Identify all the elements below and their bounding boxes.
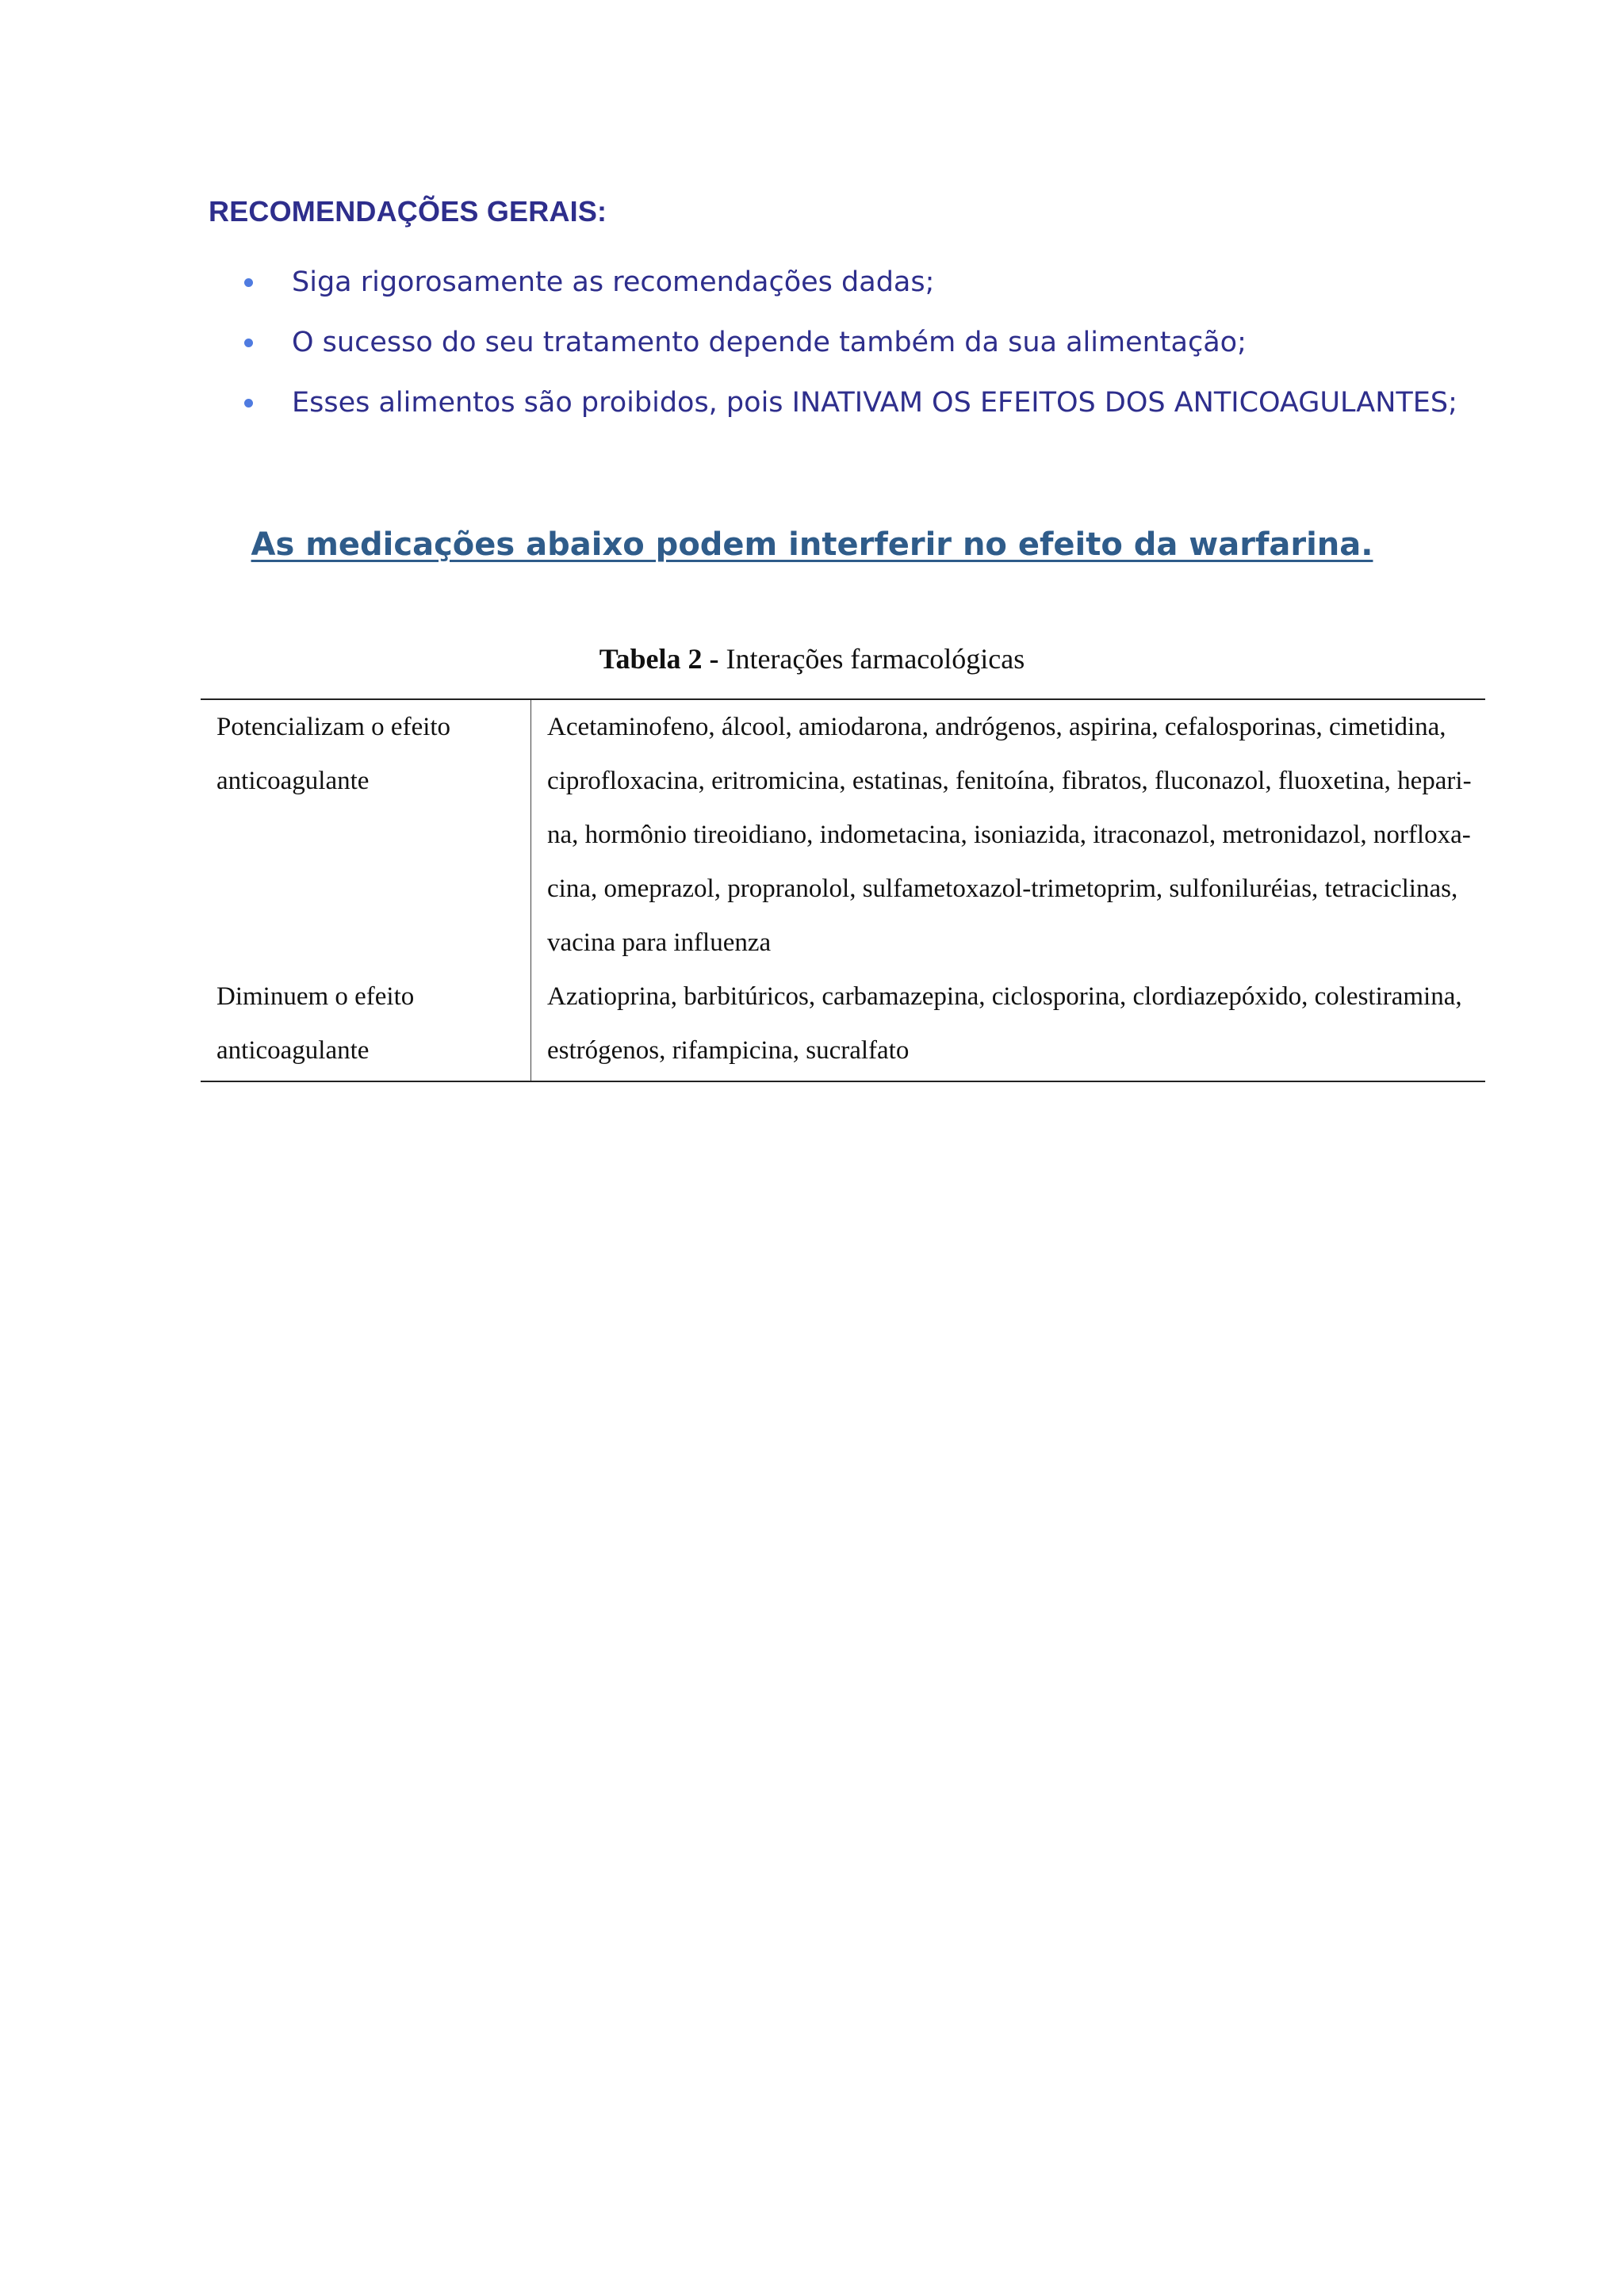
row-label-cell: [201, 699, 531, 970]
drug-interactions-table: [201, 698, 1485, 1082]
bullet-icon: [244, 399, 253, 408]
drug-list-line: estrógenos, rifampicina, sucralfato: [547, 1036, 910, 1065]
bullet-icon: [244, 339, 253, 347]
list-item-text: O sucesso do seu tratamento depende também da sua alimentação;: [292, 327, 1247, 358]
table-row: [201, 970, 1485, 1081]
row-label-cell: [201, 970, 531, 1081]
row-label-line: anticoagulante: [216, 767, 370, 795]
page-title: As medicações abaixo podem interferir no efeito da warfarina.: [251, 526, 1373, 563]
bullet-icon: [244, 278, 253, 287]
row-label-line: anticoagulante: [216, 1036, 370, 1065]
list-item: [238, 373, 1457, 433]
drug-list-line: na, hormônio tireoidiano, indometacina, isoniazida, itraconazol, metronidazol, norfloxa-: [547, 821, 1471, 849]
table-caption-label: Tabela 2 -: [599, 643, 719, 675]
drug-list-line: cina, omeprazol, propranolol, sulfametoxazol-trimetoprim, sulfoniluréias, tetraciclinas,: [547, 874, 1458, 903]
list-item-text: Esses alimentos são proibidos, pois INATIVAM OS EFEITOS DOS ANTICOAGULANTES;: [292, 387, 1457, 419]
drug-list-cell: [531, 699, 1486, 970]
table-caption: [0, 642, 1624, 675]
drug-list-line: vacina para influenza: [547, 928, 772, 957]
list-item: [238, 312, 1457, 373]
recommendations-list: [238, 252, 1457, 433]
list-item: [238, 252, 1457, 312]
drug-list-cell: [531, 970, 1486, 1081]
recommendations-heading: RECOMENDAÇÕES GERAIS:: [209, 195, 607, 228]
drug-list-line: Azatioprina, barbitúricos, carbamazepina, ciclosporina, clordiazepóxido, colestiramina,: [547, 982, 1462, 1011]
list-item-text: Siga rigorosamente as recomendações dadas;: [292, 266, 935, 298]
table-row: [201, 699, 1485, 970]
drug-list-line: Acetaminofeno, álcool, amiodarona, andrógenos, aspirina, cefalosporinas, cimetidina,: [547, 713, 1446, 741]
row-label-line: Diminuem o efeito: [216, 982, 415, 1011]
drug-list-line: ciprofloxacina, eritromicina, estatinas, fenitoína, fibratos, fluconazol, fluoxetina, hepari-: [547, 767, 1472, 795]
row-label-line: Potencializam o efeito: [216, 713, 451, 741]
table-caption-text: Interações farmacológicas: [726, 643, 1025, 675]
